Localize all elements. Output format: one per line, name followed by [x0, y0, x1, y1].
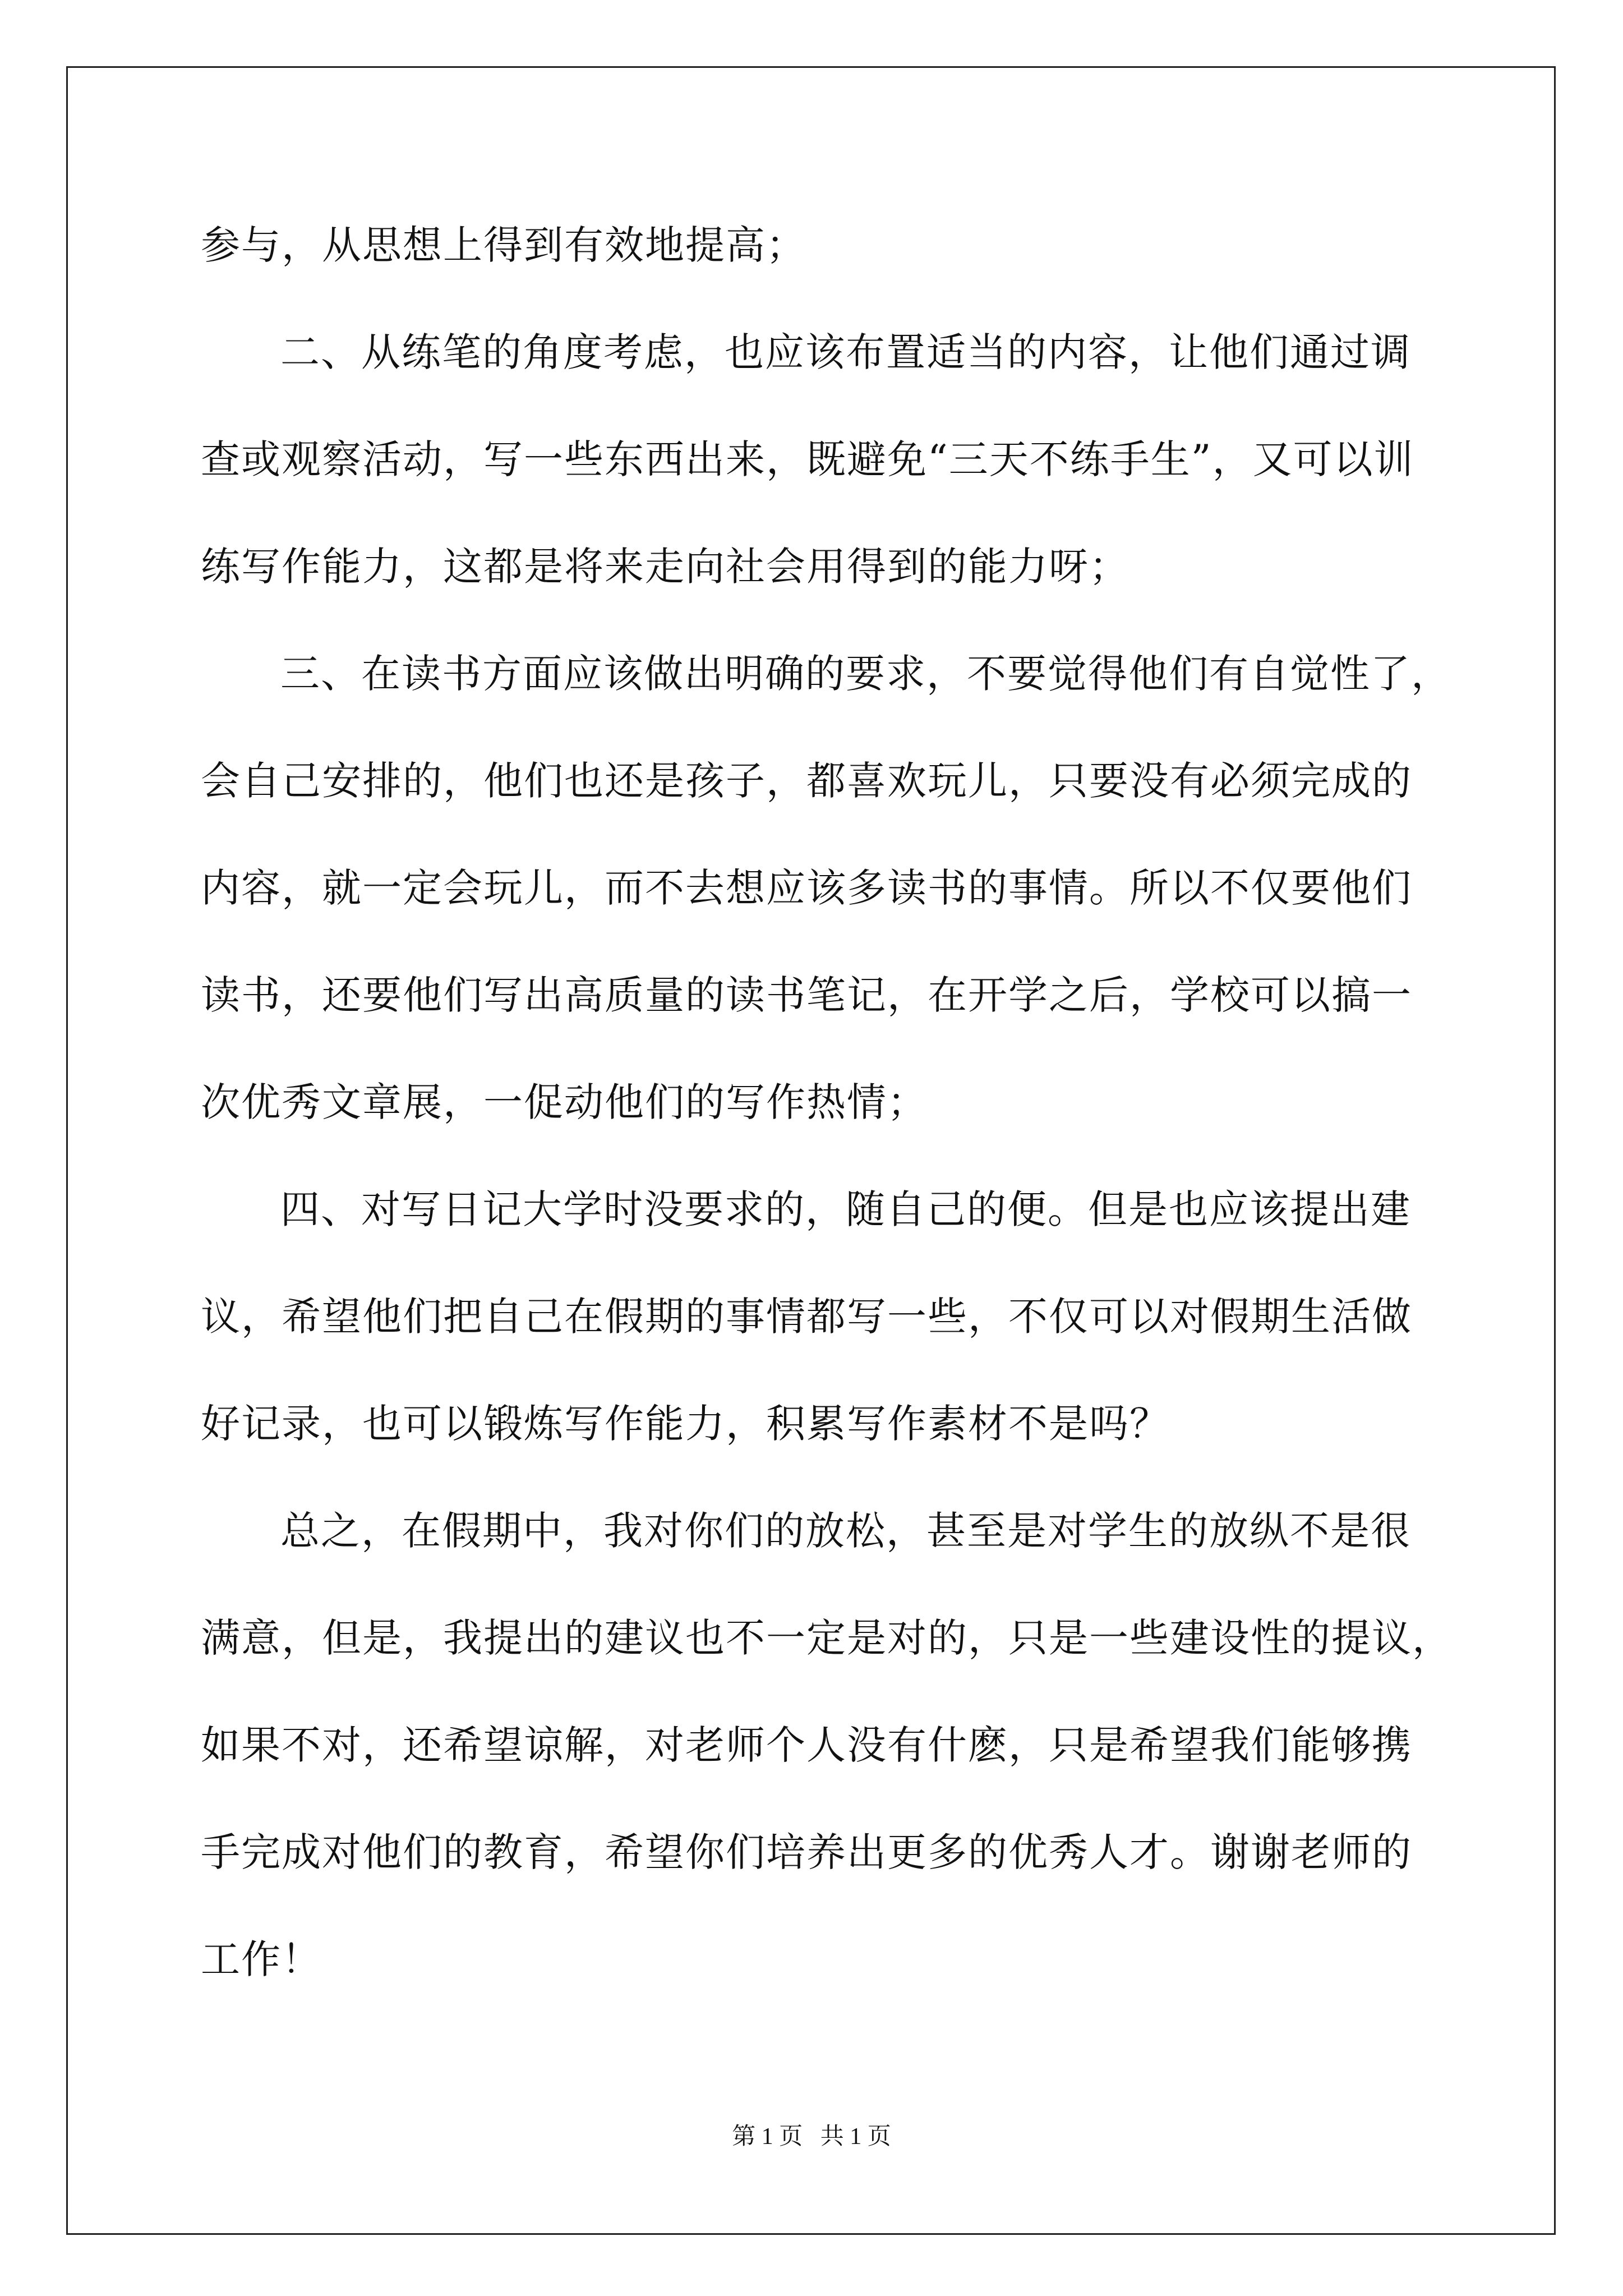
page-border — [66, 66, 1556, 2235]
text-line: 工作！ — [201, 1936, 322, 1982]
text-line: 满意，但是，我提出的建议也不一定是对的，只是一些建设性的提议， — [201, 1615, 1453, 1661]
text-line: 三、在读书方面应该做出明确的要求，不要觉得他们有自觉性了， — [280, 651, 1451, 697]
text-line: 如果不对，还希望谅解，对老师个人没有什麽，只是希望我们能够携 — [201, 1722, 1412, 1768]
text-line: 手完成对他们的教育，希望你们培养出更多的优秀人才。谢谢老师的 — [201, 1829, 1412, 1875]
text-line: 练写作能力，这都是将来走向社会用得到的能力呀； — [201, 544, 1129, 590]
text-line: 查或观察活动，写一些东西出来，既避免“三天不练手生”，又可以训 — [201, 436, 1414, 482]
text-line: 四、对写日记大学时没要求的，随自己的便。但是也应该提出建 — [280, 1186, 1411, 1232]
text-line: 读书，还要他们写出高质量的读书笔记，在开学之后，学校可以搞一 — [201, 972, 1412, 1018]
text-line: 总之，在假期中，我对你们的放松，甚至是对学生的放纵不是很 — [280, 1508, 1411, 1554]
text-line: 参与，从思想上得到有效地提高； — [201, 222, 806, 268]
text-line: 次优秀文章展，一促动他们的写作热情； — [201, 1079, 928, 1125]
text-line: 好记录，也可以锻炼写作能力，积累写作素材不是吗？ — [201, 1401, 1170, 1447]
text-line: 会自己安排的，他们也还是孩子，都喜欢玩儿，只要没有必须完成的 — [201, 758, 1412, 804]
text-line: 二、从练笔的角度考虑，也应该布置适当的内容，让他们通过调 — [280, 329, 1411, 375]
text-line: 内容，就一定会玩儿，而不去想应该多读书的事情。所以不仅要他们 — [201, 865, 1412, 911]
text-line: 议，希望他们把自己在假期的事情都写一些，不仅可以对假期生活做 — [201, 1294, 1412, 1340]
page-footer: 第 1 页 共 1 页 — [732, 2124, 891, 2150]
